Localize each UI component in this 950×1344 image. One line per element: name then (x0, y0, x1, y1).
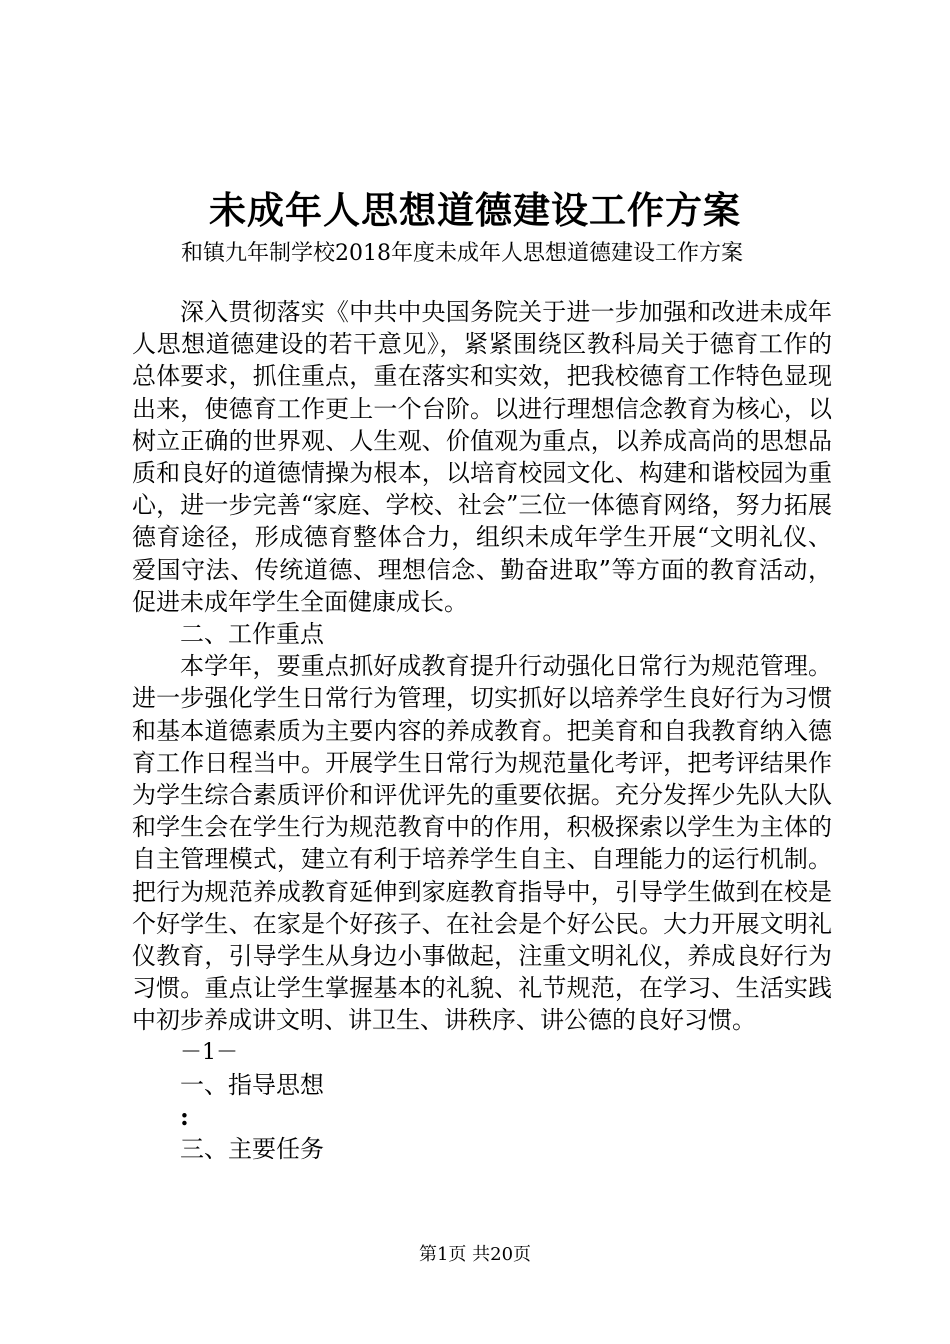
paragraph-guiding-ideology: 深入贯彻落实《中共中央国务院关于进一步加强和改进未成年人思想道德建设的若干意见》，紧紧围绕区教科局关于德育工作的总体要求，抓住重点，重在落实和实效，把我校德育工作特色显现出来，使德育工作更上一个台阶。以进行理想信念教育为核心，以树立正确的世界观、人生观、价值观为重点，以养成高尚的思想品质和良好的道德情操为根本，以培育校园文化、构建和谐校园为重心，进一步完善“家庭、学校、社会”三位一体德育网络，努力拓展德育途径，形成德育整体合力，组织未成年学生开展“文明礼仪、爱国守法、传统道德、理想信念、勤奋进取”等方面的教育活动，促进未成年学生全面健康成长。 (132, 298, 832, 616)
section-heading-main-tasks: 三、主要任务 (180, 1135, 324, 1164)
document-body (132, 296, 832, 1165)
colon-mark: : (180, 1102, 189, 1132)
document-title: 未成年人思想道德建设工作方案 (209, 188, 741, 232)
section-heading-work-focus: 二、工作重点 (180, 620, 324, 649)
inline-page-marker: －1－ (180, 1039, 238, 1065)
page-footer: 第1页 共20页 (418, 1244, 532, 1265)
document-subtitle: 和镇九年制学校2018年度未成年人思想道德建设工作方案 (181, 241, 743, 266)
section-heading-guiding-ideology: 一、指导思想 (180, 1070, 324, 1099)
paragraph-work-focus: 本学年，要重点抓好成教育提升行动强化日常行为规范管理。进一步强化学生日常行为管理，切实抓好以培养学生良好行为习惯和基本道德素质为主要内容的养成教育。把美育和自我教育纳入德育工作日程当中。开展学生日常行为规范量化考评，把考评结果作为学生综合素质评价和评优评先的重要依据。充分发挥少先队大队和学生会在学生行为规范教育中的作用，积极探索以学生为主体的自主管理模式，建立有利于培养学生自主、自理能力的运行机制。把行为规范养成教育延伸到家庭教育指导中，引导学生做到在校是个好学生、在家是个好孩子、在社会是个好公民。大力开展文明礼仪教育，引导学生从身边小事做起，注重文明礼仪，养成良好行为习惯。重点让学生掌握基本的礼貌、礼节规范，在学习、生活实践中初步养成讲文明、讲卫生、讲秩序、讲公德的良好习惯。 (132, 652, 832, 1035)
